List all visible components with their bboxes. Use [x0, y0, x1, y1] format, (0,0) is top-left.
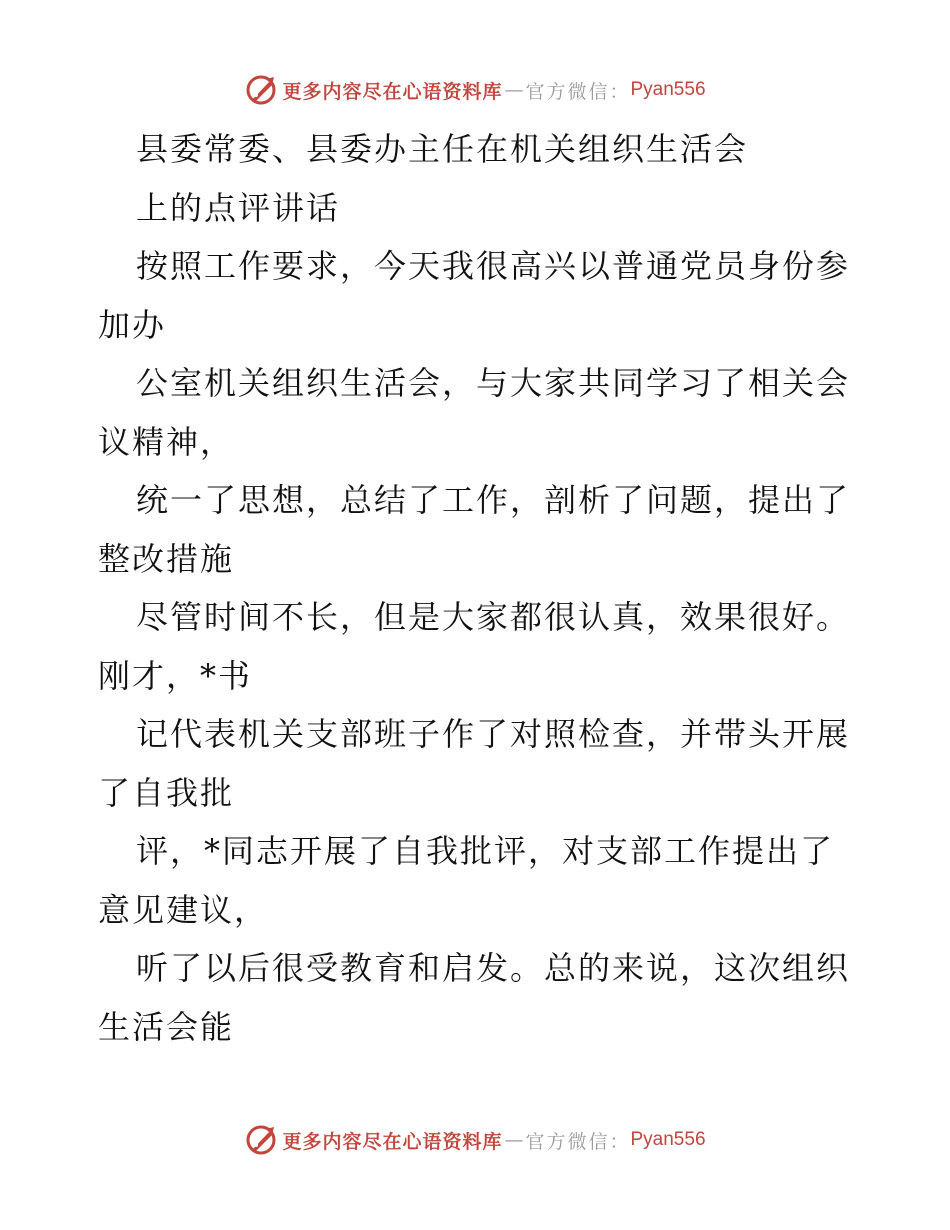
paragraph-line: 按照工作要求，今天我很高兴以普通党员身份参	[136, 247, 851, 285]
paragraph-line: 加办	[98, 305, 167, 344]
banner-wechat-id: Pyan556	[630, 1129, 706, 1150]
paragraph-line: 了自我批	[98, 773, 235, 812]
banner-site-text: 更多内容尽在心语资料库	[282, 1130, 503, 1153]
banner-wechat-label: 官方微信：	[525, 80, 631, 103]
title-line-2: 上的点评讲话	[136, 188, 341, 227]
paragraph-line: 刚才，*书	[98, 656, 253, 695]
paragraph-line: 生活会能	[98, 1007, 235, 1046]
paragraph-line: 尽管时间不长，但是大家都很认真，效果很好。	[136, 598, 851, 636]
paragraph-line: 公室机关组织生活会，与大家共同学习了相关会	[136, 364, 851, 402]
banner-separator: —	[504, 79, 524, 101]
paragraph-line: 评，*同志开展了自我批评，对支部工作提出了	[136, 832, 835, 870]
banner-site-text: 更多内容尽在心语资料库	[282, 80, 503, 103]
header-banner	[0, 72, 950, 108]
quill-logo-icon	[244, 73, 278, 107]
banner-wechat-label: 官方微信：	[525, 1130, 631, 1153]
banner-wechat-id: Pyan556	[630, 79, 706, 100]
paragraph-line: 听了以后很受教育和启发。总的来说，这次组织	[136, 949, 851, 987]
paragraph-line: 统一了思想，总结了工作，剖析了问题，提出了	[136, 481, 851, 519]
paragraph-line: 意见建议，	[98, 890, 269, 929]
title-line-1: 县委常委、县委办主任在机关组织生活会	[136, 130, 749, 168]
paragraph-line: 记代表机关支部班子作了对照检查，并带头开展	[136, 715, 851, 753]
document-body	[98, 120, 858, 1056]
quill-logo-icon	[244, 1123, 278, 1157]
banner-separator: —	[504, 1129, 524, 1151]
footer-banner	[0, 1122, 950, 1158]
paragraph-line: 议精神，	[98, 422, 235, 461]
paragraph-line: 整改措施	[98, 539, 235, 578]
